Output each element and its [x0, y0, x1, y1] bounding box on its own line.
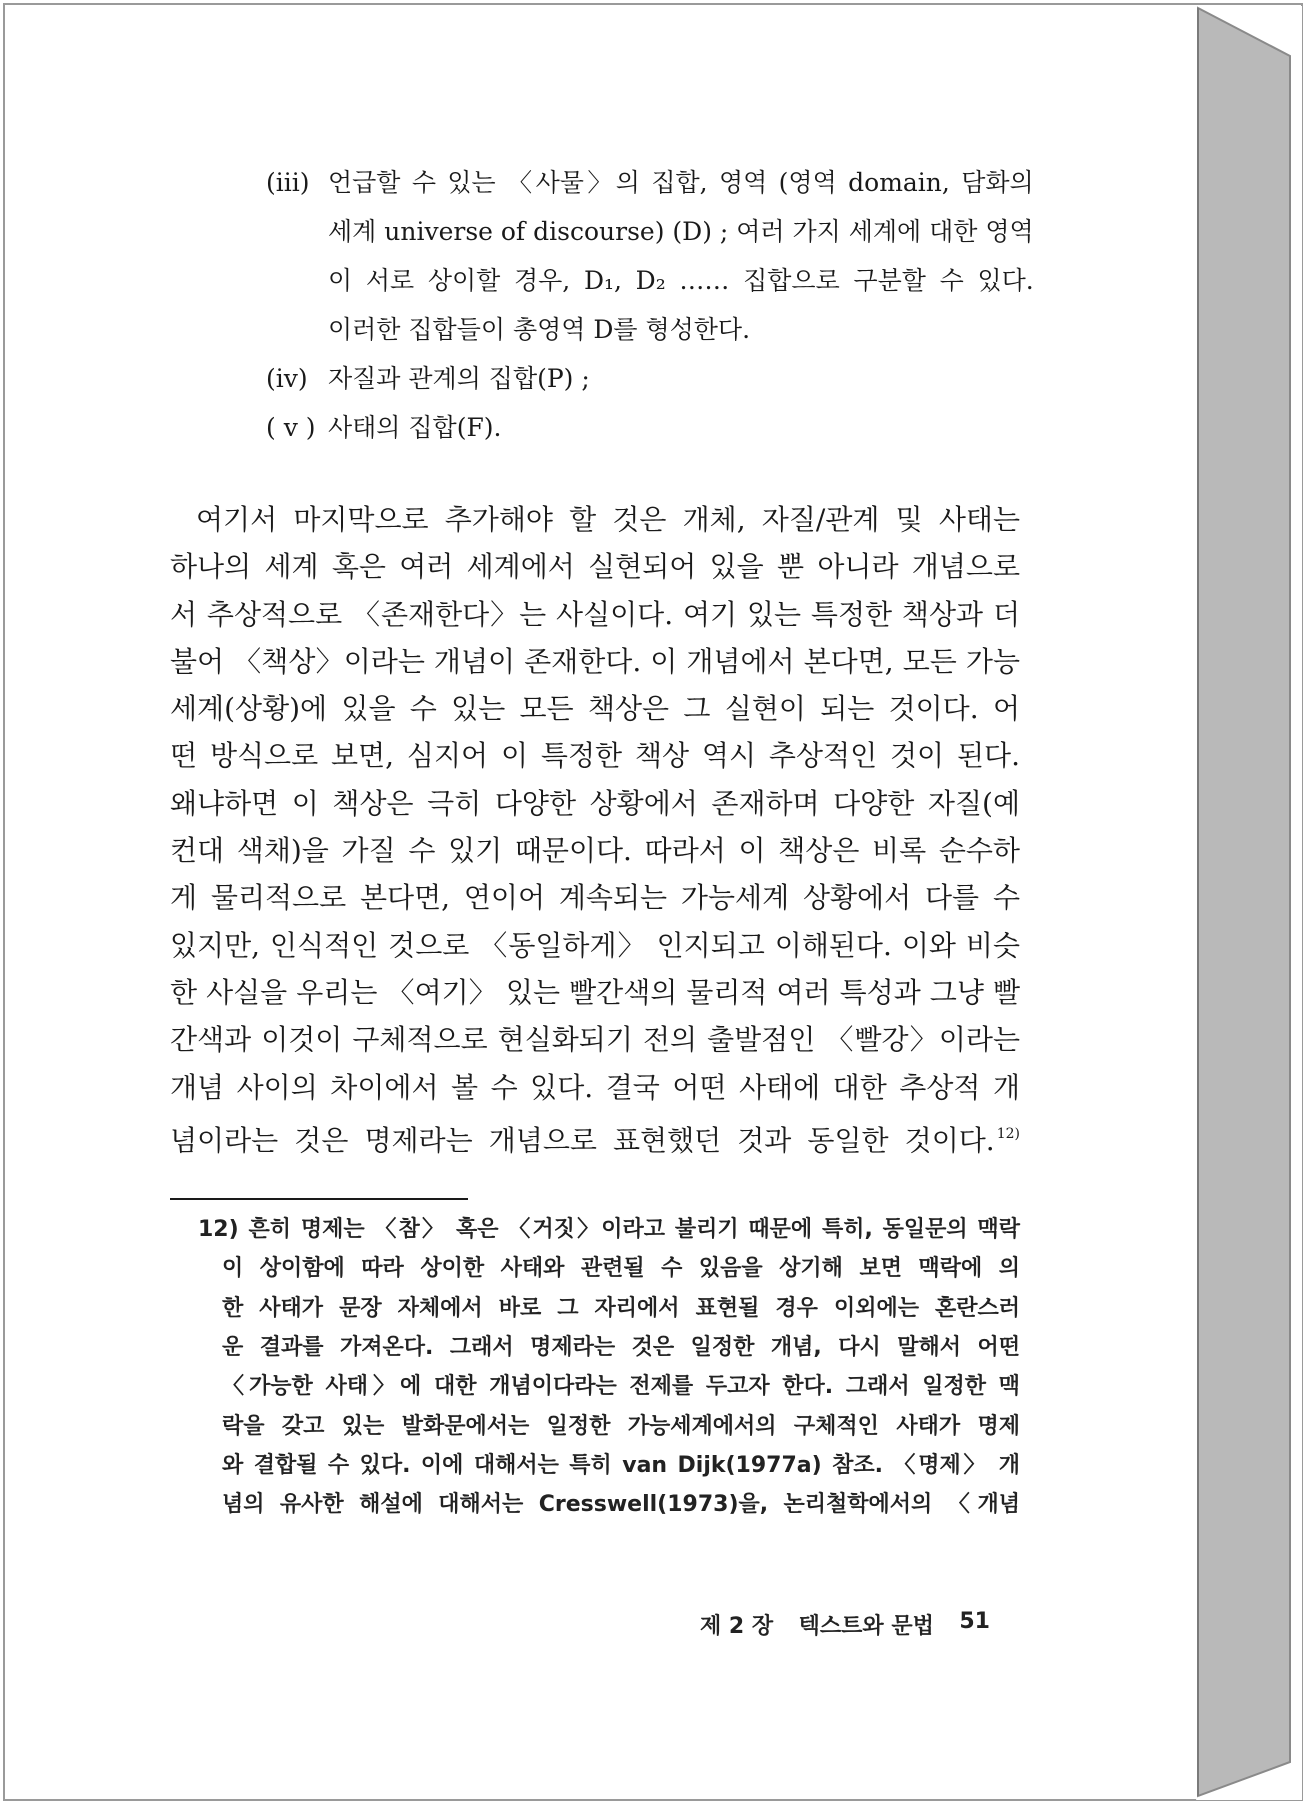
footnote-line: 운 결과를 가져온다. 그래서 명제라는 것은 일정한 개념, 다시 말해서 어떤	[222, 1335, 1020, 1361]
definition-list	[170, 158, 1034, 452]
footnote-divider	[170, 1198, 468, 1200]
running-footer	[700, 1609, 990, 1640]
body-line-last	[170, 1111, 1020, 1164]
footer-chapter: 제 2 장	[700, 1614, 774, 1639]
definition-item-iii	[266, 158, 1034, 354]
definition-number: ( v )	[266, 413, 316, 442]
definition-number: (iii)	[266, 168, 310, 197]
definition-line: 세계 universe of discourse) (D) ; 여러 가지 세계에 대한 영역	[328, 217, 1034, 246]
body-line: 서 추상적으로 〈존재한다〉는 사실이다. 여기 있는 특정한 책상과 더	[170, 597, 1020, 631]
footnote-line: 이 상이함에 따라 상이한 사태와 관련될 수 있음을 상기해 보면 맥락에 의	[222, 1256, 1020, 1282]
footnote-line: 12) 흔히 명제는 〈참〉 혹은 〈거짓〉이라고 불리기 때문에 특히, 동일문의 맥락	[198, 1217, 1020, 1243]
definition-line: 언급할 수 있는 〈사물〉의 집합, 영역 (영역 domain, 담화의	[328, 168, 1034, 197]
footnote-line: 한 사태가 문장 자체에서 바로 그 자리에서 표현될 경우 이외에는 혼란스러	[222, 1295, 1020, 1321]
definition-line: 자질과 관계의 집합(P) ;	[328, 364, 590, 393]
body-line: 떤 방식으로 보면, 심지어 이 특정한 책상 역시 추상적인 것이 된다.	[170, 739, 1020, 773]
body-line-text: 념이라는 것은 명제라는 개념으로 표현했던 것과 동일한 것이다.	[170, 1123, 995, 1157]
footnote-line: 〈가능한 사태〉에 대한 개념이다라는 전제를 두고자 한다. 그래서 일정한 맥	[222, 1374, 1020, 1400]
definition-line: 이 서로 상이할 경우, D₁, D₂ …… 집합으로 구분할 수 있다.	[328, 266, 1034, 295]
definition-number: (iv)	[266, 364, 308, 393]
definition-line: 사태의 집합(F).	[328, 413, 502, 442]
body-line: 여기서 마지막으로 추가해야 할 것은 개체, 자질/관계 및 사태는	[196, 503, 1020, 536]
body-line: 컨대 색채)을 가질 수 있기 때문이다. 따라서 이 책상은 비록 순수하	[170, 834, 1020, 868]
footnote-12	[170, 1210, 1020, 1524]
body-line: 있지만, 인식적인 것으로 〈동일하게〉 인지되고 이해된다. 이와 비슷	[170, 928, 1020, 962]
footnote-reference[interactable]: 12)	[996, 1125, 1020, 1142]
definition-item-iv	[266, 354, 1020, 403]
body-line: 간색과 이것이 구체적으로 현실화되기 전의 출발점인 〈빨강〉이라는	[170, 1023, 1020, 1057]
footnote-line: 락을 갖고 있는 발화문에서는 일정한 가능세계에서의 구체적인 사태가 명제	[222, 1413, 1020, 1439]
footnote-line: 와 결합될 수 있다. 이에 대해서는 특히 van Dijk(1977a) 참조. 〈명제〉 개	[222, 1452, 1020, 1478]
body-line: 왜냐하면 이 책상은 극히 다양한 상황에서 존재하며 다양한 자질(예	[170, 786, 1020, 820]
body-line: 개념 사이의 차이에서 볼 수 있다. 결국 어떤 사태에 대한 추상적 개	[170, 1070, 1020, 1104]
body-line: 불어 〈책상〉이라는 개념이 존재한다. 이 개념에서 본다면, 모든 가능	[170, 644, 1020, 678]
body-line: 세계(상황)에 있을 수 있는 모든 책상은 그 실현이 되는 것이다. 어	[170, 692, 1020, 726]
body-line: 한 사실을 우리는 〈여기〉 있는 빨간색의 물리적 여러 특성과 그냥 빨	[170, 975, 1020, 1009]
body-paragraph	[170, 496, 1020, 1164]
definition-item-v	[266, 403, 1020, 452]
footer-title: 텍스트와 문법	[798, 1614, 934, 1639]
page-content	[170, 158, 1034, 1525]
page-number: 51	[959, 1609, 990, 1634]
footnote-line: 념의 유사한 해설에 대해서는 Cresswell(1973)을, 논리철학에서의 〈개념	[222, 1492, 1020, 1518]
definition-line: 이러한 집합들이 총영역 D를 형성한다.	[328, 315, 751, 344]
body-line: 하나의 세계 혹은 여러 세계에서 실현되어 있을 뿐 아니라 개념으로	[170, 550, 1020, 584]
body-line: 게 물리적으로 본다면, 연이어 계속되는 가능세계 상황에서 다를 수	[170, 881, 1020, 915]
